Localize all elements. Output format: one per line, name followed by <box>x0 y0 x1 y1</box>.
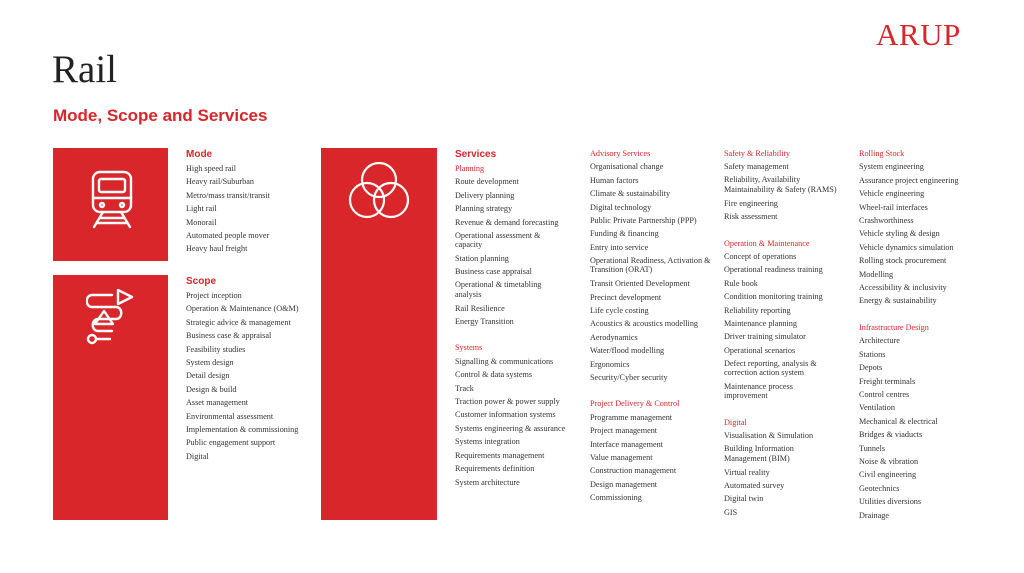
list-item: Assurance project engineering <box>859 175 959 185</box>
list-item: Transit Oriented Development <box>590 279 690 289</box>
list-item: Signalling & communications <box>455 356 554 366</box>
list-item: Safety management <box>724 162 789 172</box>
list-item: Operation & Maintenance (O&M) <box>186 304 299 314</box>
infrastructure-heading: Infrastructure Design <box>859 322 929 332</box>
list-item: Control & data systems <box>455 370 533 380</box>
list-item: Operational Readiness, Activation & Transition (ORAT) <box>590 255 711 275</box>
services-column-1 <box>455 148 580 489</box>
list-item: Customer information systems <box>455 410 556 420</box>
list-item: System architecture <box>455 477 520 487</box>
list-item: Security/Cyber security <box>590 372 668 382</box>
list-item: Geotechnics <box>859 483 900 493</box>
list-item: Climate & sustainability <box>590 189 671 199</box>
list-item: Defect reporting, analysis & correction action system <box>724 358 817 378</box>
list-item: Wheel-rail interfaces <box>859 202 928 212</box>
list-item: Human factors <box>590 175 639 185</box>
list-item: Organisational change <box>590 162 664 172</box>
list-item: Funding & financing <box>590 229 659 239</box>
services-column-2 <box>590 147 718 505</box>
list-item: Rule book <box>724 278 758 288</box>
list-item: Maintenance planning <box>724 318 797 328</box>
list-item: System design <box>186 358 234 368</box>
list-item: Maintenance process improvement <box>724 381 793 401</box>
list-item: Utilities diversions <box>859 497 922 507</box>
list-item: Building Information Management (BIM) <box>724 444 794 463</box>
list-item: Systems engineering & assurance <box>455 423 566 433</box>
list-item: Life cycle costing <box>590 305 649 315</box>
list-item: Route development <box>455 177 519 187</box>
list-item: Environmental assessment <box>186 411 274 421</box>
list-item: Reliability, Availability Maintainability & Safety (RAMS) <box>724 175 837 194</box>
arup-logo: ARUP <box>876 17 961 52</box>
services-column-4 <box>859 147 999 522</box>
list-item: Energy Transition <box>455 317 514 327</box>
list-item: Acoustics & acoustics modelling <box>590 319 699 329</box>
list-item: Crashworthiness <box>859 216 914 226</box>
list-item: Programme management <box>590 412 673 422</box>
list-item: Civil engineering <box>859 470 917 480</box>
list-item: Operational & timetabling analysis <box>455 280 542 299</box>
list-item: Feasibility studies <box>186 344 246 354</box>
list-item: Vehicle engineering <box>859 189 925 199</box>
list-item: Systems integration <box>455 437 520 447</box>
list-item: Asset management <box>186 398 249 408</box>
list-item: Visualisation & Simulation <box>724 431 814 441</box>
mode-heading: Mode <box>186 149 213 160</box>
list-item: Interface management <box>590 439 663 449</box>
list-item: Planning strategy <box>455 204 513 214</box>
list-item: Drainage <box>859 510 890 520</box>
list-item: Design & build <box>186 384 237 394</box>
list-item: Depots <box>859 363 883 373</box>
advisory-heading: Advisory Services <box>590 149 651 158</box>
list-item: Value management <box>590 453 653 463</box>
list-item: Construction management <box>590 466 677 476</box>
services-heading: Services <box>455 149 497 160</box>
route-path-icon <box>86 289 140 349</box>
list-item: Requirements definition <box>455 464 535 474</box>
mode-section <box>186 148 316 256</box>
project-delivery-heading: Project Delivery & Control <box>590 399 680 409</box>
digital-heading: Digital <box>724 417 747 427</box>
rolling-stock-heading: Rolling Stock <box>859 149 905 158</box>
list-item: Water/flood modelling <box>590 346 665 356</box>
list-item: Freight terminals <box>859 376 916 386</box>
list-item: Stations <box>859 349 886 359</box>
list-item: Vehicle styling & design <box>859 229 940 239</box>
train-front-icon <box>90 170 134 230</box>
list-item: Business case & appraisal <box>186 331 272 341</box>
list-item: Entry into service <box>590 242 649 252</box>
list-item: Digital twin <box>724 494 764 504</box>
list-item: Public Private Partnership (PPP) <box>590 216 697 226</box>
list-item: Detail design <box>186 371 230 381</box>
list-item: Bridges & viaducts <box>859 430 923 440</box>
list-item: Track <box>455 383 474 393</box>
services-icon-panel <box>321 148 437 520</box>
page-subtitle: Mode, Scope and Services <box>53 106 268 125</box>
list-item: Design management <box>590 479 658 489</box>
list-item: Project management <box>590 426 658 436</box>
list-item: Operational assessment & capacity <box>455 230 541 250</box>
list-item: Control centres <box>859 389 910 399</box>
scope-icon-panel <box>53 275 168 520</box>
list-item: Station planning <box>455 253 509 263</box>
list-item: Heavy rail/Suburban <box>186 177 254 187</box>
list-item: Strategic advice & management <box>186 317 291 327</box>
list-item: Accessibility & inclusivity <box>859 283 947 293</box>
list-item: Concept of operations <box>724 251 797 261</box>
list-item: Rail Resilience <box>455 303 505 313</box>
page-title: Rail <box>52 48 117 91</box>
list-item: Project inception <box>186 291 242 300</box>
list-item: Metro/mass transit/transit <box>186 190 270 200</box>
list-item: Ventilation <box>859 403 895 413</box>
list-item: Operational scenarios <box>724 345 796 355</box>
scope-heading: Scope <box>186 276 217 287</box>
list-item: High speed rail <box>186 164 237 173</box>
list-item: Noise & vibration <box>859 456 919 466</box>
list-item: Condition monitoring training <box>724 292 823 302</box>
list-item: Digital technology <box>590 202 652 212</box>
scope-section <box>186 275 316 463</box>
list-item: Light rail <box>186 204 217 214</box>
mode-list <box>186 162 316 256</box>
list-item: Digital <box>186 451 209 461</box>
om-heading: Operation & Maintenance <box>724 238 810 248</box>
list-item: Driver training simulator <box>724 332 806 342</box>
list-item: Heavy haul freight <box>186 244 248 254</box>
list-item: System engineering <box>859 162 924 172</box>
safety-heading: Safety & Reliability <box>724 149 790 158</box>
list-item: Traction power & power supply <box>455 397 560 407</box>
list-item: GIS <box>724 507 738 517</box>
list-item: Automated survey <box>724 481 785 491</box>
list-item: Monorail <box>186 217 217 227</box>
list-item: Energy & sustainability <box>859 296 937 306</box>
list-item: Virtual reality <box>724 467 770 477</box>
list-item: Business case appraisal <box>455 267 532 277</box>
list-item: Operational readiness training <box>724 265 823 275</box>
list-item: Delivery planning <box>455 190 515 200</box>
list-item: Mechanical & electrical <box>859 416 938 426</box>
list-item: Vehicle dynamics simulation <box>859 242 954 252</box>
services-column-3 <box>724 147 854 519</box>
list-item: Implementation & commissioning <box>186 425 299 435</box>
list-item: Risk assessment <box>724 212 778 222</box>
mode-icon-panel <box>53 148 168 261</box>
list-item: Fire engineering <box>724 198 778 208</box>
list-item: Requirements management <box>455 450 545 460</box>
list-item: Precinct development <box>590 292 662 302</box>
list-item: Architecture <box>859 336 900 346</box>
scope-list <box>186 289 316 463</box>
list-item: Ergonomics <box>590 359 630 369</box>
list-item: Commissioning <box>590 493 642 503</box>
overlapping-circles-icon <box>347 160 411 222</box>
list-item: Automated people mover <box>186 231 270 241</box>
list-item: Aerodynamics <box>590 332 638 342</box>
planning-heading: Planning <box>455 164 485 173</box>
list-item: Modelling <box>859 269 894 279</box>
list-item: Revenue & demand forecasting <box>455 217 559 227</box>
list-item: Public engagement support <box>186 438 276 448</box>
list-item: Rolling stock procurement <box>859 256 947 266</box>
list-item: Reliability reporting <box>724 305 791 315</box>
systems-heading: Systems <box>455 343 483 353</box>
list-item: Tunnels <box>859 443 886 453</box>
